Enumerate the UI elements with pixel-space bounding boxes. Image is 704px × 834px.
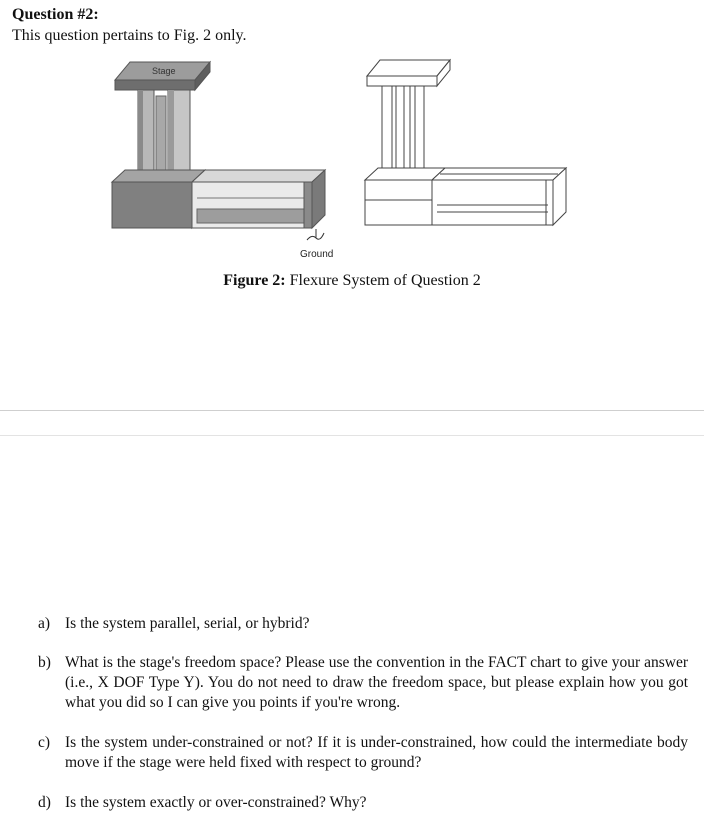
caption-bold: Figure 2:	[223, 272, 286, 289]
question-text: Is the system parallel, serial, or hybrid?	[65, 615, 310, 632]
question-title: Question #2:	[12, 6, 99, 23]
page-divider-top	[0, 410, 704, 411]
question-text: Is the system under-constrained or not? If it is under-constrained, how could the intermediate body move if the stage were held fixed with respect to ground?	[65, 734, 688, 771]
wireframe-model	[365, 60, 566, 225]
question-text: What is the stage's freedom space? Please use the convention in the FACT chart to give your answer (i.e., X DOF Type Y). You do not need to draw the freedom space, but please explain how you got what you did so I can give you points if you're wrong.	[65, 654, 688, 711]
caption-text: Flexure System of Question 2	[285, 272, 481, 289]
question-letter: c)	[38, 734, 51, 751]
intermediate-body	[112, 170, 205, 228]
figure-caption	[0, 272, 704, 290]
flexure-system-figure	[100, 50, 580, 265]
ground-arm	[192, 170, 325, 228]
question-text: Is the system exactly or over-constrained? Why?	[65, 794, 367, 811]
flexure-columns	[138, 90, 190, 182]
ground-label: Ground	[300, 249, 334, 260]
stage-label: Stage	[152, 66, 176, 76]
stage-plate	[115, 62, 210, 90]
question-letter: b)	[38, 654, 51, 671]
ground-marker	[300, 229, 333, 260]
question-letter: d)	[38, 794, 51, 811]
question-letter: a)	[38, 615, 51, 632]
page-divider-bottom	[0, 435, 704, 436]
question-subtitle: This question pertains to Fig. 2 only.	[12, 27, 247, 44]
